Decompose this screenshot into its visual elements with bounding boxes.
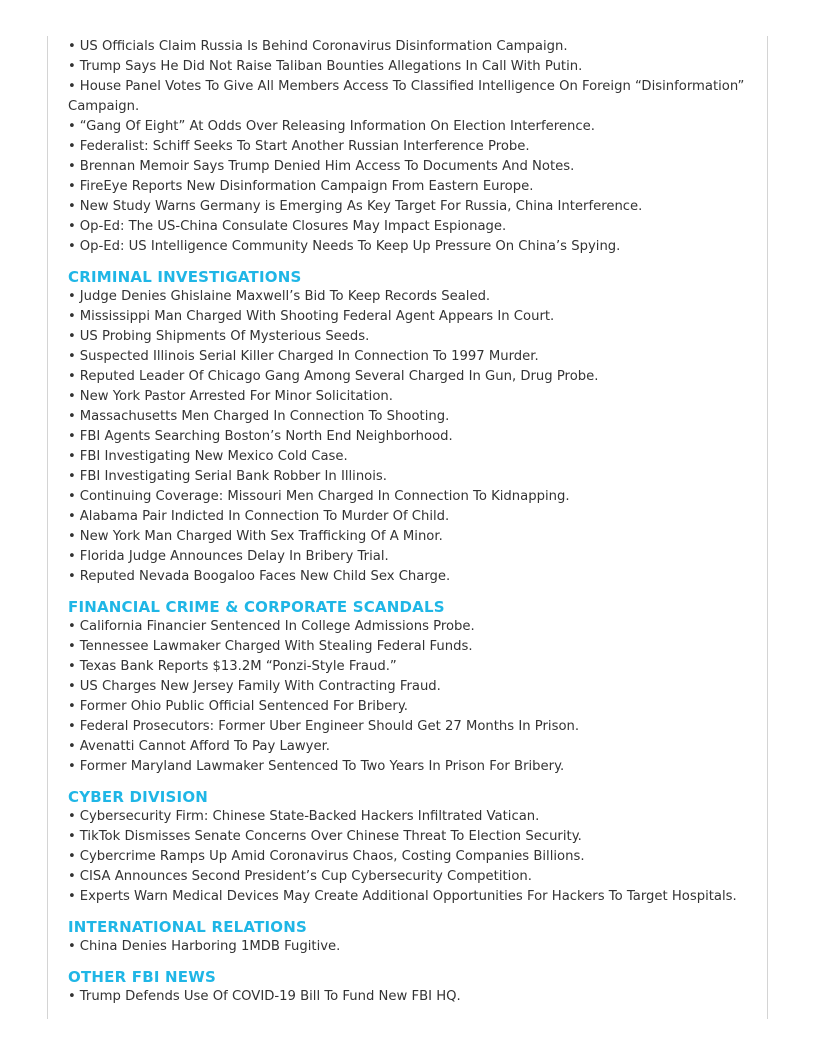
news-headline-link[interactable]	[68, 847, 758, 867]
news-headline-link[interactable]	[68, 447, 758, 467]
headline-text: Federalist: Schiff Seeks To Start Another Russian Interference Probe.	[79, 139, 530, 154]
headline-text: Massachusetts Men Charged In Connection To Shooting.	[79, 409, 450, 424]
news-headline-link[interactable]	[68, 567, 758, 587]
news-headline-link[interactable]	[68, 827, 758, 847]
bullet-icon: •	[68, 409, 76, 424]
headline-text: Former Maryland Lawmaker Sentenced To Two Years In Prison For Bribery.	[79, 759, 565, 774]
bullet-icon: •	[68, 869, 76, 884]
section-news-list	[68, 987, 758, 1007]
section-cyber-division	[68, 787, 758, 907]
section-news-list	[68, 287, 758, 587]
headline-text: Suspected Illinois Serial Killer Charged In Connection To 1997 Murder.	[79, 349, 539, 364]
bullet-icon: •	[68, 389, 76, 404]
headline-text: TikTok Dismisses Senate Concerns Over Chinese Threat To Election Security.	[79, 829, 582, 844]
bullet-icon: •	[68, 119, 76, 134]
section-other-fbi-news	[68, 967, 758, 1007]
news-headline-link[interactable]	[68, 157, 758, 177]
bullet-icon: •	[68, 39, 76, 54]
news-headline-link[interactable]	[68, 697, 758, 717]
news-headline-link[interactable]	[68, 637, 758, 657]
bullet-icon: •	[68, 829, 76, 844]
news-headline-link[interactable]	[68, 427, 758, 447]
bullet-icon: •	[68, 199, 76, 214]
headline-text: Florida Judge Announces Delay In Bribery Trial.	[79, 549, 389, 564]
news-headline-link[interactable]	[68, 137, 758, 157]
bullet-icon: •	[68, 59, 76, 74]
headline-text: Cybercrime Ramps Up Amid Coronavirus Chaos, Costing Companies Billions.	[79, 849, 585, 864]
news-headline-link[interactable]	[68, 737, 758, 757]
section-heading: INTERNATIONAL RELATIONS	[68, 918, 307, 936]
section-financial-crime-and-corporate-scandals	[68, 597, 758, 777]
news-headline-link[interactable]	[68, 327, 758, 347]
headline-text: New Study Warns Germany is Emerging As Key Target For Russia, China Interference.	[79, 199, 643, 214]
news-headline-link[interactable]	[68, 467, 758, 487]
section-heading: FINANCIAL CRIME & CORPORATE SCANDALS	[68, 598, 445, 616]
bullet-icon: •	[68, 679, 76, 694]
headline-text: US Probing Shipments Of Mysterious Seeds.	[79, 329, 370, 344]
headline-text: Federal Prosecutors: Former Uber Engineer Should Get 27 Months In Prison.	[79, 719, 580, 734]
bullet-icon: •	[68, 159, 76, 174]
news-headline-link[interactable]	[68, 527, 758, 547]
headline-text: “Gang Of Eight” At Odds Over Releasing Information On Election Interference.	[79, 119, 595, 134]
bullet-icon: •	[68, 549, 76, 564]
headline-text: Avenatti Cannot Afford To Pay Lawyer.	[79, 739, 330, 754]
headline-text: FireEye Reports New Disinformation Campaign From Eastern Europe.	[79, 179, 534, 194]
bullet-icon: •	[68, 239, 76, 254]
headline-text: Alabama Pair Indicted In Connection To Murder Of Child.	[79, 509, 450, 524]
headline-text: FBI Investigating Serial Bank Robber In Illinois.	[79, 469, 387, 484]
section-heading: CRIMINAL INVESTIGATIONS	[68, 268, 302, 286]
news-headline-link[interactable]	[68, 937, 758, 957]
news-headline-link[interactable]	[68, 217, 758, 237]
bullet-icon: •	[68, 219, 76, 234]
headline-text: FBI Investigating New Mexico Cold Case.	[79, 449, 348, 464]
headline-text: Experts Warn Medical Devices May Create Additional Opportunities For Hackers To Target Hospitals.	[79, 889, 737, 904]
headline-text: Continuing Coverage: Missouri Men Charged In Connection To Kidnapping.	[79, 489, 570, 504]
bullet-icon: •	[68, 329, 76, 344]
bullet-icon: •	[68, 79, 76, 94]
news-headline-link[interactable]	[68, 387, 758, 407]
headline-text: Reputed Nevada Boogaloo Faces New Child Sex Charge.	[79, 569, 451, 584]
section-heading: CYBER DIVISION	[68, 788, 209, 806]
bullet-icon: •	[68, 449, 76, 464]
bullet-icon: •	[68, 639, 76, 654]
news-headline-link[interactable]	[68, 867, 758, 887]
news-headline-link[interactable]	[68, 407, 758, 427]
newsletter-content	[68, 37, 758, 1007]
section-criminal-investigations	[68, 267, 758, 587]
news-headline-link[interactable]	[68, 117, 758, 137]
news-headline-link[interactable]	[68, 177, 758, 197]
section-news-list	[68, 937, 758, 957]
section-heading: OTHER FBI NEWS	[68, 968, 216, 986]
news-headline-link[interactable]	[68, 657, 758, 677]
headline-text: Judge Denies Ghislaine Maxwell’s Bid To Keep Records Sealed.	[79, 289, 491, 304]
news-headline-link[interactable]	[68, 547, 758, 567]
headline-text: FBI Agents Searching Boston’s North End Neighborhood.	[79, 429, 453, 444]
headline-text: Trump Defends Use Of COVID-19 Bill To Fund New FBI HQ.	[79, 989, 461, 1004]
headline-text: Brennan Memoir Says Trump Denied Him Access To Documents And Notes.	[79, 159, 575, 174]
bullet-icon: •	[68, 659, 76, 674]
bullet-icon: •	[68, 619, 76, 634]
headline-text: Mississippi Man Charged With Shooting Federal Agent Appears In Court.	[79, 309, 555, 324]
news-headline-link[interactable]	[68, 887, 758, 907]
news-headline-link[interactable]	[68, 287, 758, 307]
headline-text: House Panel Votes To Give All Members Access To Classified Intelligence On Foreign “Disinformation” Campaign.	[68, 79, 745, 114]
section-news-list	[68, 807, 758, 907]
headline-text: Trump Says He Did Not Raise Taliban Bounties Allegations In Call With Putin.	[79, 59, 583, 74]
news-headline-link[interactable]	[68, 237, 758, 257]
bullet-icon: •	[68, 569, 76, 584]
headline-text: Cybersecurity Firm: Chinese State-Backed Hackers Infiltrated Vatican.	[79, 809, 540, 824]
bullet-icon: •	[68, 719, 76, 734]
headline-text: US Officials Claim Russia Is Behind Coronavirus Disinformation Campaign.	[79, 39, 568, 54]
news-headline-link[interactable]	[68, 507, 758, 527]
bullet-icon: •	[68, 369, 76, 384]
news-sections	[68, 267, 758, 1007]
bullet-icon: •	[68, 489, 76, 504]
news-headline-link[interactable]	[68, 77, 758, 117]
news-headline-link[interactable]	[68, 807, 758, 827]
bullet-icon: •	[68, 469, 76, 484]
news-headline-link[interactable]	[68, 37, 758, 57]
bullet-icon: •	[68, 739, 76, 754]
news-headline-link[interactable]	[68, 367, 758, 387]
news-headline-link[interactable]	[68, 57, 758, 77]
bullet-icon: •	[68, 349, 76, 364]
section-news-list	[68, 617, 758, 777]
headline-text: China Denies Harboring 1MDB Fugitive.	[79, 939, 341, 954]
bullet-icon: •	[68, 889, 76, 904]
bullet-icon: •	[68, 309, 76, 324]
headline-text: Reputed Leader Of Chicago Gang Among Several Charged In Gun, Drug Probe.	[79, 369, 599, 384]
headline-text: California Financier Sentenced In College Admissions Probe.	[79, 619, 475, 634]
news-headline-link[interactable]	[68, 617, 758, 637]
bullet-icon: •	[68, 429, 76, 444]
headline-text: Op-Ed: The US-China Consulate Closures May Impact Espionage.	[79, 219, 507, 234]
news-headline-link[interactable]	[68, 717, 758, 737]
bullet-icon: •	[68, 849, 76, 864]
section-international-relations	[68, 917, 758, 957]
news-headline-link[interactable]	[68, 487, 758, 507]
headline-text: New York Pastor Arrested For Minor Solicitation.	[79, 389, 393, 404]
headline-text: CISA Announces Second President’s Cup Cybersecurity Competition.	[79, 869, 532, 884]
news-headline-link[interactable]	[68, 757, 758, 777]
bullet-icon: •	[68, 759, 76, 774]
headline-text: Texas Bank Reports $13.2M “Ponzi-Style Fraud.”	[79, 659, 397, 674]
bullet-icon: •	[68, 509, 76, 524]
bullet-icon: •	[68, 179, 76, 194]
bullet-icon: •	[68, 989, 76, 1004]
bullet-icon: •	[68, 139, 76, 154]
bullet-icon: •	[68, 529, 76, 544]
intro-news-list	[68, 37, 758, 257]
headline-text: US Charges New Jersey Family With Contracting Fraud.	[79, 679, 441, 694]
bullet-icon: •	[68, 289, 76, 304]
news-headline-link[interactable]	[68, 987, 758, 1007]
news-headline-link[interactable]	[68, 197, 758, 217]
news-headline-link[interactable]	[68, 307, 758, 327]
headline-text: New York Man Charged With Sex Trafficking Of A Minor.	[79, 529, 443, 544]
bullet-icon: •	[68, 939, 76, 954]
bullet-icon: •	[68, 809, 76, 824]
news-headline-link[interactable]	[68, 677, 758, 697]
headline-text: Tennessee Lawmaker Charged With Stealing Federal Funds.	[79, 639, 473, 654]
headline-text: Former Ohio Public Official Sentenced For Bribery.	[79, 699, 408, 714]
headline-text: Op-Ed: US Intelligence Community Needs To Keep Up Pressure On China’s Spying.	[79, 239, 621, 254]
bullet-icon: •	[68, 699, 76, 714]
news-headline-link[interactable]	[68, 347, 758, 367]
